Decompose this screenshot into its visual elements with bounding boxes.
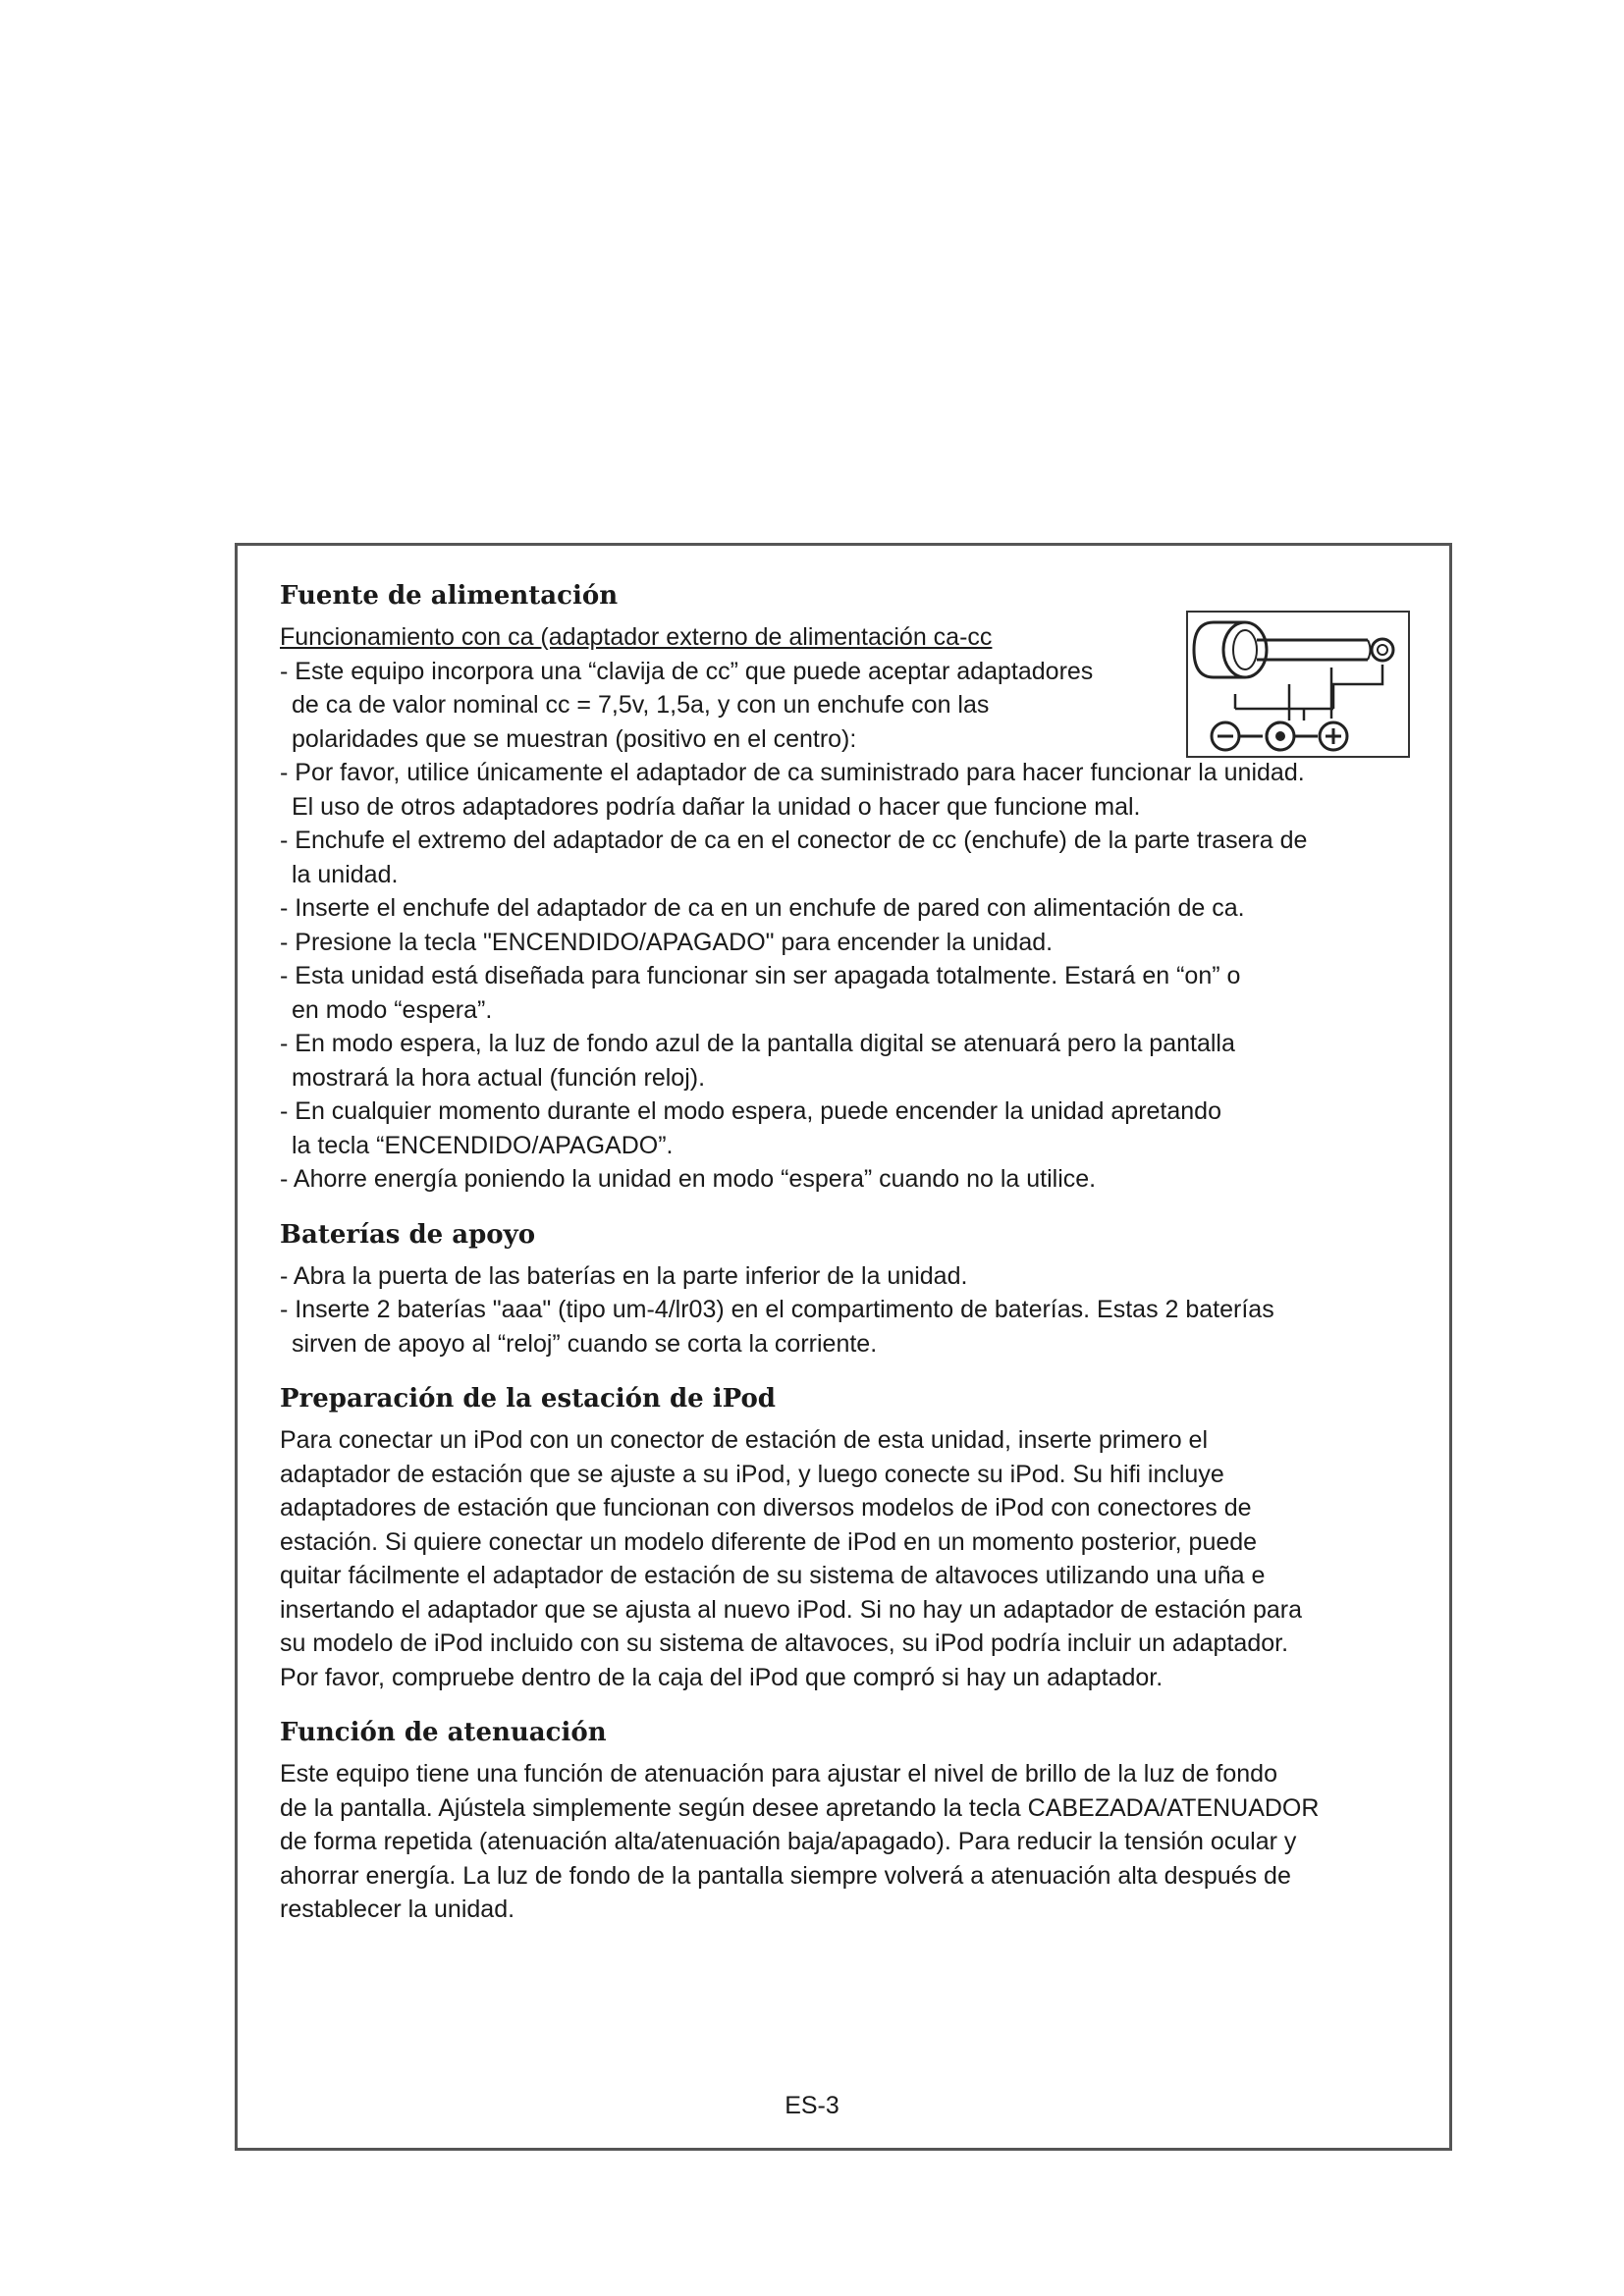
list-item: la tecla “ENCENDIDO/APAGADO”. <box>292 1131 674 1159</box>
section-power-supply <box>280 579 1409 1197</box>
section-title: Función de atenuación <box>280 1718 607 1747</box>
list-item: la unidad. <box>292 860 399 888</box>
paragraph-line: de forma repetida (atenuación alta/atenuación baja/apagado). Para reducir la tensión ocular y <box>280 1828 1297 1855</box>
paragraph-line: de la pantalla. Ajústela simplemente según desee apretando la tecla CABEZADA/ATENUADOR <box>280 1793 1320 1822</box>
paragraph <box>280 1757 1409 1927</box>
list-item: - Presione la tecla "ENCENDIDO/APAGADO" para encender la unidad. <box>280 928 1054 956</box>
list-item: - Por favor, utilice únicamente el adaptador de ca suministrado para hacer funcionar la unidad. <box>280 759 1305 786</box>
list-item: - Inserte 2 baterías "aaa" (tipo um-4/lr03) en el compartimento de baterías. Estas 2 baterías <box>280 1296 1274 1323</box>
list-item: El uso de otros adaptadores podría dañar la unidad o hacer que funcione mal. <box>292 792 1141 821</box>
list-item: - Ahorre energía poniendo la unidad en modo “espera” cuando no la utilice. <box>280 1165 1097 1193</box>
list-item: - En modo espera, la luz de fondo azul de la pantalla digital se atenuará pero la pantalla <box>280 1030 1235 1057</box>
section-title: Fuente de alimentación <box>280 581 619 611</box>
section-subtitle: Funcionamiento con ca (adaptador externo de alimentación ca-cc <box>280 623 993 651</box>
paragraph-line: insertando el adaptador que se ajusta al nuevo iPod. Si no hay un adaptador de estación para <box>280 1595 1303 1624</box>
paragraph-line: estación. Si quiere conectar un modelo diferente de iPod en un momento posterior, puede <box>280 1527 1258 1556</box>
paragraph-line: restablecer la unidad. <box>280 1896 515 1923</box>
paragraph-line: Este equipo tiene una función de atenuación para ajustar el nivel de brillo de la luz de fondo <box>280 1760 1277 1788</box>
page-number: ES-3 <box>785 2092 839 2119</box>
list-item: - Inserte el enchufe del adaptador de ca en un enchufe de pared con alimentación de ca. <box>280 894 1245 922</box>
paragraph-line: quitar fácilmente el adaptador de estación de su sistema de altavoces utilizando una uña e <box>280 1562 1266 1589</box>
list-item: - Enchufe el extremo del adaptador de ca en el conector de cc (enchufe) de la parte trasera de <box>280 827 1308 854</box>
list-item: - Abra la puerta de las baterías en la parte inferior de la unidad. <box>280 1261 968 1290</box>
section-title: Preparación de la estación de iPod <box>280 1384 776 1414</box>
manual-content <box>280 579 1409 1927</box>
paragraph-line: Para conectar un iPod con un conector de estación de esta unidad, inserte primero el <box>280 1426 1209 1454</box>
list-item: - En cualquier momento durante el modo espera, puede encender la unidad apretando <box>280 1097 1221 1125</box>
list-item: polaridades que se muestran (positivo en el centro): <box>292 724 857 753</box>
paragraph-line: su modelo de iPod incluido con su sistema de altavoces, su iPod podría incluir un adaptador. <box>280 1629 1289 1657</box>
paragraph-line: ahorrar energía. La luz de fondo de la pantalla siempre volverá a atenuación alta después de <box>280 1861 1291 1890</box>
paragraph-line: adaptador de estación que se ajuste a su iPod, y luego conecte su iPod. Su hifi incluye <box>280 1460 1224 1488</box>
list-item: - Este equipo incorpora una “clavija de cc” que puede aceptar adaptadores <box>280 657 1094 685</box>
list-item: mostrará la hora actual (función reloj). <box>292 1063 706 1092</box>
section-backup-batteries <box>280 1218 1409 1362</box>
section-dimmer <box>280 1716 1409 1927</box>
section-title: Baterías de apoyo <box>280 1219 536 1250</box>
section-ipod-dock <box>280 1382 1409 1694</box>
paragraph-line: Por favor, compruebe dentro de la caja del iPod que compró si hay un adaptador. <box>280 1663 1164 1691</box>
list-item: de ca de valor nominal cc = 7,5v, 1,5a, y con un enchufe con las <box>292 691 990 719</box>
paragraph-line: adaptadores de estación que funcionan con diversos modelos de iPod con conectores de <box>280 1494 1252 1522</box>
list-item: - Esta unidad está diseñada para funcionar sin ser apagada totalmente. Estará en “on” o <box>280 962 1241 989</box>
paragraph <box>280 1423 1409 1694</box>
list-item: sirven de apoyo al “reloj” cuando se corta la corriente. <box>292 1329 878 1358</box>
list-item: en modo “espera”. <box>292 995 493 1024</box>
